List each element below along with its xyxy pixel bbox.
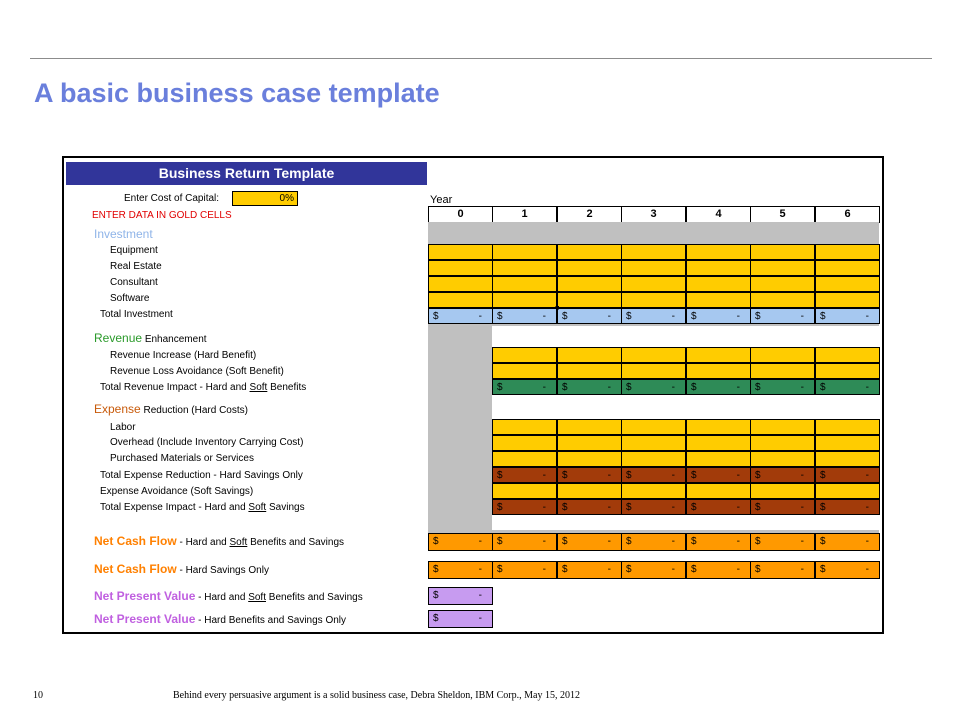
enter-data-note: ENTER DATA IN GOLD CELLS xyxy=(92,210,232,221)
net-cash-flow-2-cell: $ - xyxy=(557,561,622,579)
total-expense-impact-cell: $ - xyxy=(621,499,686,515)
expense-overhead-cell[interactable] xyxy=(557,435,622,451)
npv-2-cell: $ - xyxy=(428,610,493,628)
year-header-0: 0 xyxy=(428,206,493,223)
comment-marker-icon xyxy=(555,306,559,310)
expense-avoidance-cell[interactable] xyxy=(686,483,751,499)
investment-item-1-cell[interactable] xyxy=(750,260,815,276)
business-return-sheet xyxy=(62,156,884,634)
revenue-loss-avoidance-cell[interactable] xyxy=(492,363,557,379)
expense-avoidance-cell[interactable] xyxy=(815,483,880,499)
net-cash-flow-2-cell: $ - xyxy=(428,561,493,579)
net-cash-flow-1-cell: $ - xyxy=(492,533,557,551)
expense-labor-cell[interactable] xyxy=(557,419,622,435)
investment-item-3-cell[interactable] xyxy=(428,292,493,308)
expense-item-labor: Labor xyxy=(110,422,136,433)
net-cash-flow-1-cell: $ - xyxy=(686,533,751,551)
investment-item-software: Software xyxy=(110,293,150,304)
total-expense-impact-cell: $ - xyxy=(686,499,751,515)
expense-labor-cell[interactable] xyxy=(621,419,686,435)
revenue-increase-cell[interactable] xyxy=(686,347,751,363)
top-rule xyxy=(30,58,932,59)
investment-item-3-cell[interactable] xyxy=(557,292,622,308)
npv-2-label: Net Present Value - Hard Benefits and Savings Only xyxy=(94,612,347,626)
expense-labor-cell[interactable] xyxy=(492,419,557,435)
shaded-area xyxy=(428,222,879,244)
page-number: 10 xyxy=(33,690,43,701)
investment-item-1-cell[interactable] xyxy=(686,260,751,276)
total-expense-impact-cell: $ - xyxy=(557,499,622,515)
investment-item-equipment: Equipment xyxy=(110,245,158,256)
expense-purchased-cell[interactable] xyxy=(557,451,622,467)
net-cash-flow-1-cell: $ - xyxy=(557,533,622,551)
expense-item-purchased: Purchased Materials or Services xyxy=(110,453,254,464)
expense-avoidance-cell[interactable] xyxy=(492,483,557,499)
expense-labor-cell[interactable] xyxy=(686,419,751,435)
net-cash-flow-1-cell: $ - xyxy=(621,533,686,551)
total-revenue-impact-cell: $ - xyxy=(492,379,557,395)
investment-title: Investment xyxy=(94,227,153,241)
investment-item-2-cell[interactable] xyxy=(750,276,815,292)
net-cash-flow-2-cell: $ - xyxy=(621,561,686,579)
revenue-loss-avoidance-cell[interactable] xyxy=(750,363,815,379)
total-expense-impact-label: Total Expense Impact - Hard and Soft Savings xyxy=(100,502,305,513)
year-header-2: 2 xyxy=(557,206,622,223)
investment-item-2-cell[interactable] xyxy=(492,276,557,292)
total-expense-impact-cell: $ - xyxy=(492,499,557,515)
footer-text: Behind every persuasive argument is a solid business case, Debra Sheldon, IBM Corp., May 15, 2012 xyxy=(173,690,580,701)
expense-avoidance-cell[interactable] xyxy=(557,483,622,499)
total-investment-cell: $ - xyxy=(557,308,622,324)
cost-of-capital-input[interactable]: 0% xyxy=(232,191,298,206)
investment-item-0-cell[interactable] xyxy=(815,244,880,260)
revenue-loss-avoidance-cell[interactable] xyxy=(686,363,751,379)
net-cash-flow-2-label: Net Cash Flow - Hard Savings Only xyxy=(94,562,269,576)
investment-item-2-cell[interactable] xyxy=(621,276,686,292)
total-revenue-impact-cell: $ - xyxy=(686,379,751,395)
revenue-increase-cell[interactable] xyxy=(815,347,880,363)
expense-labor-cell[interactable] xyxy=(750,419,815,435)
investment-item-3-cell[interactable] xyxy=(750,292,815,308)
net-cash-flow-2-cell: $ - xyxy=(492,561,557,579)
expense-purchased-cell[interactable] xyxy=(621,451,686,467)
total-investment-cell: $ - xyxy=(686,308,751,324)
revenue-increase-cell[interactable] xyxy=(750,347,815,363)
investment-item-0-cell[interactable] xyxy=(621,244,686,260)
expense-title: Expense Reduction (Hard Costs) xyxy=(94,402,248,416)
total-expense-reduction-cell: $ - xyxy=(750,467,815,483)
net-cash-flow-2-cell: $ - xyxy=(750,561,815,579)
investment-item-1-cell[interactable] xyxy=(557,260,622,276)
total-investment-cell: $ - xyxy=(428,308,493,324)
npv-1-label: Net Present Value - Hard and Soft Benefits and Savings xyxy=(94,589,363,603)
total-investment-label: Total Investment xyxy=(100,309,173,320)
investment-item-1-cell[interactable] xyxy=(621,260,686,276)
revenue-increase-cell[interactable] xyxy=(557,347,622,363)
investment-item-1-cell[interactable] xyxy=(815,260,880,276)
investment-item-real-estate: Real Estate xyxy=(110,261,162,272)
cost-of-capital-label: Enter Cost of Capital: xyxy=(124,193,220,204)
year-label: Year xyxy=(430,194,453,206)
expense-avoidance-cell[interactable] xyxy=(750,483,815,499)
investment-item-0-cell[interactable] xyxy=(686,244,751,260)
expense-overhead-cell[interactable] xyxy=(492,435,557,451)
expense-avoidance-cell[interactable] xyxy=(621,483,686,499)
revenue-loss-avoidance-cell[interactable] xyxy=(621,363,686,379)
total-investment-cell: $ - xyxy=(815,308,880,324)
total-investment-cell: $ - xyxy=(750,308,815,324)
expense-purchased-cell[interactable] xyxy=(750,451,815,467)
year-header-6: 6 xyxy=(815,206,880,223)
expense-avoidance-label: Expense Avoidance (Soft Savings) xyxy=(100,486,254,497)
total-revenue-impact-cell: $ - xyxy=(557,379,622,395)
investment-item-0-cell[interactable] xyxy=(557,244,622,260)
expense-labor-cell[interactable] xyxy=(815,419,880,435)
investment-item-3-cell[interactable] xyxy=(492,292,557,308)
expense-purchased-cell[interactable] xyxy=(686,451,751,467)
total-expense-impact-cell: $ - xyxy=(815,499,880,515)
investment-item-3-cell[interactable] xyxy=(621,292,686,308)
expense-overhead-cell[interactable] xyxy=(621,435,686,451)
investment-item-3-cell[interactable] xyxy=(815,292,880,308)
slide-title: A basic business case template xyxy=(34,78,440,108)
expense-overhead-cell[interactable] xyxy=(815,435,880,451)
revenue-loss-avoidance-cell[interactable] xyxy=(557,363,622,379)
investment-item-consultant: Consultant xyxy=(110,277,158,288)
investment-item-2-cell[interactable] xyxy=(428,276,493,292)
net-cash-flow-1-cell: $ - xyxy=(750,533,815,551)
total-expense-reduction-cell: $ - xyxy=(492,467,557,483)
year-header-3: 3 xyxy=(621,206,686,223)
revenue-increase-cell[interactable] xyxy=(621,347,686,363)
npv-1-cell: $ - xyxy=(428,587,493,605)
expense-item-overhead: Overhead (Include Inventory Carrying Cost) xyxy=(110,437,304,448)
investment-item-2-cell[interactable] xyxy=(815,276,880,292)
shaded-area xyxy=(428,326,492,550)
revenue-item-increase: Revenue Increase (Hard Benefit) xyxy=(110,350,257,361)
expense-overhead-cell[interactable] xyxy=(686,435,751,451)
total-revenue-impact-cell: $ - xyxy=(750,379,815,395)
investment-item-1-cell[interactable] xyxy=(428,260,493,276)
total-revenue-impact-cell: $ - xyxy=(621,379,686,395)
expense-purchased-cell[interactable] xyxy=(815,451,880,467)
investment-item-2-cell[interactable] xyxy=(557,276,622,292)
revenue-increase-cell[interactable] xyxy=(492,347,557,363)
revenue-item-loss-avoidance: Revenue Loss Avoidance (Soft Benefit) xyxy=(110,366,284,377)
expense-purchased-cell[interactable] xyxy=(492,451,557,467)
year-header-4: 4 xyxy=(686,206,751,223)
revenue-loss-avoidance-cell[interactable] xyxy=(815,363,880,379)
total-investment-cell: $ - xyxy=(492,308,557,324)
year-header-5: 5 xyxy=(750,206,815,223)
total-expense-reduction-cell: $ - xyxy=(686,467,751,483)
total-expense-reduction-cell: $ - xyxy=(557,467,622,483)
net-cash-flow-2-cell: $ - xyxy=(815,561,880,579)
year-header-1: 1 xyxy=(492,206,557,223)
total-expense-impact-cell: $ - xyxy=(750,499,815,515)
total-expense-reduction-cell: $ - xyxy=(621,467,686,483)
investment-item-2-cell[interactable] xyxy=(686,276,751,292)
total-revenue-impact-label: Total Revenue Impact - Hard and Soft Benefits xyxy=(100,382,307,393)
total-revenue-impact-cell: $ - xyxy=(815,379,880,395)
net-cash-flow-1-label: Net Cash Flow - Hard and Soft Benefits and Savings xyxy=(94,534,345,548)
investment-item-0-cell[interactable] xyxy=(750,244,815,260)
total-expense-reduction-cell: $ - xyxy=(815,467,880,483)
total-investment-cell: $ - xyxy=(621,308,686,324)
net-cash-flow-1-cell: $ - xyxy=(428,533,493,551)
total-expense-reduction-label: Total Expense Reduction - Hard Savings Only xyxy=(100,470,303,481)
sheet-header: Business Return Template xyxy=(66,162,427,185)
investment-item-0-cell[interactable] xyxy=(492,244,557,260)
net-cash-flow-1-cell: $ - xyxy=(815,533,880,551)
expense-overhead-cell[interactable] xyxy=(750,435,815,451)
net-cash-flow-2-cell: $ - xyxy=(686,561,751,579)
investment-item-1-cell[interactable] xyxy=(492,260,557,276)
investment-item-3-cell[interactable] xyxy=(686,292,751,308)
investment-item-0-cell[interactable] xyxy=(428,244,493,260)
revenue-title: Revenue Enhancement xyxy=(94,331,207,345)
